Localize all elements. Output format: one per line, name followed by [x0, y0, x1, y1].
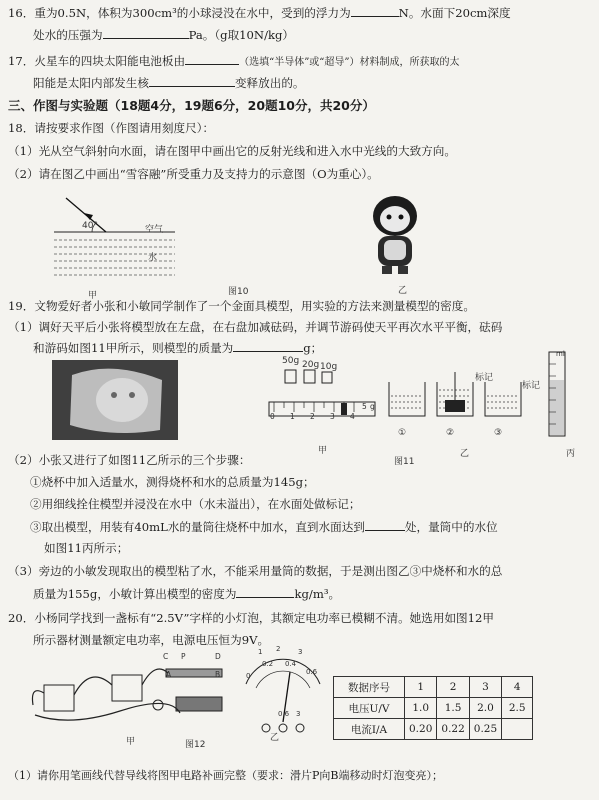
table-header: 1 [405, 677, 437, 698]
mark-label-1: 标记 [475, 373, 494, 383]
dial-0.2: 0.2 [262, 660, 274, 668]
q19-step3-line1 [30, 518, 498, 535]
label-d: D [215, 652, 221, 661]
dial-0: 0 [246, 672, 251, 680]
q20-line2: 所示器材测量额定电功率，电源电压恒为9V。 [33, 633, 270, 647]
mark-label-2: 标记 [522, 381, 541, 391]
step-circle-3: ③ [494, 428, 503, 438]
q16-blank-2[interactable] [103, 26, 189, 39]
q16-line1 [8, 4, 511, 21]
q19-blank-density[interactable] [236, 585, 294, 598]
scale-unit: g [370, 402, 375, 411]
q18-title: 18．请按要求作图（作图请用刻度尺）： [8, 121, 215, 135]
q19-p3b-text: 质量为155g，小敏计算出模型的密度为 [33, 587, 237, 601]
q17-line1 [8, 52, 460, 71]
dial-2: 2 [276, 645, 281, 653]
q17-blank-1[interactable] [185, 52, 239, 65]
table-cell: 2.0 [469, 698, 501, 719]
q16-text-b: N。水面下20cm深度 [398, 6, 511, 20]
table-cell: 0.25 [469, 719, 501, 740]
fig12-circuit [30, 655, 235, 730]
q19-p3c-text: kg/m³。 [294, 587, 341, 601]
table-row [334, 698, 533, 719]
ammeter-icon [112, 675, 142, 701]
terminal-icon [296, 724, 304, 732]
q17-text-a: 17．火星车的四块太阳能电池板由 [8, 54, 186, 68]
fig12-caption: 图12 [185, 740, 206, 750]
q19-step3-line2: 如图11丙所示； [44, 541, 129, 555]
q16-text-d: Pa。（g取10N/kg） [188, 28, 295, 42]
q19-blank-mark[interactable] [365, 518, 405, 531]
table-cell: 0.22 [437, 719, 469, 740]
table-header: 数据序号 [334, 677, 405, 698]
table-header: 4 [502, 677, 533, 698]
weight-50g: 50g [282, 356, 300, 366]
table-cell: 1.0 [405, 698, 437, 719]
scale-0: 0 [270, 412, 275, 421]
table-cell-empty[interactable] [502, 719, 533, 740]
q16-line2 [33, 26, 294, 43]
step-circle-1: ① [398, 428, 407, 438]
dial-0.6: 0.6 [306, 668, 318, 676]
q19-step1: ①烧杯中加入适量水，测得烧杯和水的总质量为145g； [30, 475, 315, 489]
bulb-icon [153, 700, 163, 710]
mask-model-photo [52, 360, 178, 440]
scale-4: 4 [350, 412, 355, 421]
fig11-bing: 丙 [566, 449, 576, 459]
q19-p1b-text: 和游码如图11甲所示，则模型的质量为 [33, 341, 234, 355]
fig12-yi: 乙 [270, 733, 280, 743]
rheostat-icon [166, 669, 222, 677]
q18-part1: （1）光从空气斜射向水面，请在图甲中画出它的反射光线和进入水中光线的大致方向。 [8, 144, 456, 158]
q17-blank-2[interactable] [149, 74, 235, 87]
terminal-icon [262, 724, 270, 732]
fig10-angle: 40° [82, 221, 98, 231]
weight-10g: 10g [320, 362, 338, 372]
fig10-light-refraction [50, 190, 180, 285]
table-cell: 0.20 [405, 719, 437, 740]
table-cell: 2.5 [502, 698, 533, 719]
label-a: A [166, 670, 172, 679]
q19-s3b-text: 处，量筒中的水位 [404, 520, 498, 534]
submerged-model-icon [445, 400, 465, 412]
q19-s3a-text: ③取出模型，用装有40mL水的量筒往烧杯中加水，直到水面达到 [30, 520, 365, 534]
term-0.6: 0.6 [278, 710, 290, 718]
q19-part3a: （3）旁边的小敏发现取出的模型粘了水，不能采用量筒的数据，于是测出图乙③中烧杯和水的总 [8, 564, 503, 578]
graduated-cylinder [546, 350, 568, 442]
beakers-figure [385, 366, 530, 426]
dial-3: 3 [298, 648, 303, 656]
q20-line1: 20．小杨同学找到一盏标有“2.5V”字样的小灯泡，其额定电功率已模糊不清。她选用如图12甲 [8, 611, 494, 625]
step-circle-2: ② [446, 428, 455, 438]
scale-1: 1 [290, 412, 295, 421]
fig11-caption: 图11 [394, 457, 415, 467]
q18-part2: （2）请在图乙中画出“雪容融”所受重力及支持力的示意图（O为重心）。 [8, 167, 379, 181]
fig12-jia: 甲 [126, 737, 136, 747]
table-cell: 电流I/A [334, 719, 405, 740]
q17-text-c: 阳能是太阳内部发生核 [33, 76, 149, 90]
q19-p1c-text: g； [303, 341, 323, 355]
q19-part3b [33, 585, 340, 602]
rider-icon [341, 403, 347, 415]
battery-icon [176, 697, 222, 711]
term-3: 3 [296, 710, 301, 718]
q19-title: 19．文物爱好者小张和小敏同学制作了一个金面具模型，用实验的方法来测量模型的密度。 [8, 299, 475, 313]
q16-text-c: 处水的压强为 [33, 28, 103, 42]
q19-part1a: （1）调好天平后小张将模型放在左盘，在右盘加减砝码，并调节游码使天平再次水平平衡，砝码 [8, 320, 503, 334]
fig10-yi: 乙 [398, 286, 408, 296]
label-c: C [163, 652, 169, 661]
fig10-jia: 甲 [88, 291, 98, 301]
q16-text-a: 16．重为0.5N，体积为300cm³的小球浸没在水中，受到的浮力为 [8, 6, 351, 20]
q20-data-table [333, 676, 533, 740]
table-header-row [334, 677, 533, 698]
fig10-caption: 图10 [228, 287, 249, 297]
table-header: 2 [437, 677, 469, 698]
q20-part1: （1）请你用笔画线代替导线将图甲电路补画完整（要求：滑片P向B端移动时灯泡变亮）； [8, 769, 443, 782]
weight-20g: 20g [302, 360, 320, 370]
q17-line2 [33, 74, 305, 91]
dial-0.4: 0.4 [285, 660, 297, 668]
table-cell: 电压U/V [334, 698, 405, 719]
table-cell: 1.5 [437, 698, 469, 719]
q17-text-d: 变释放出的。 [234, 76, 305, 90]
q19-part2: （2）小张又进行了如图11乙所示的三个步骤： [8, 453, 251, 467]
cylinder-unit: ml [556, 350, 565, 358]
scale-2: 2 [310, 412, 315, 421]
q16-blank-1[interactable] [351, 4, 399, 17]
q19-part1b [33, 339, 322, 356]
fig12-ammeter-dial [238, 650, 328, 742]
fig10-water-label: 水 [148, 253, 158, 263]
table-row [334, 719, 533, 740]
label-p: P [181, 652, 186, 661]
voltmeter-icon [44, 685, 74, 711]
q17-text-b: （选填“半导体”或“超导”）材料制成，所获取的太 [239, 57, 460, 68]
label-b: B [215, 670, 221, 679]
q19-blank-mass[interactable] [233, 339, 303, 352]
snow-mascot-image [360, 192, 430, 282]
terminal-icon [279, 724, 287, 732]
q19-step2: ②用细线拴住模型并浸没在水中（水未溢出），在水面处做标记； [30, 497, 361, 511]
section-3-heading: 三、作图与实验题（18题4分，19题6分，20题10分，共20分） [8, 98, 375, 113]
fig11-jia: 甲 [318, 446, 328, 456]
fig10-air-label: 空气 [145, 225, 164, 235]
dial-1: 1 [258, 648, 263, 656]
scale-5: 5 [362, 402, 367, 411]
fig11-yi: 乙 [460, 449, 470, 459]
table-header: 3 [469, 677, 501, 698]
scale-3: 3 [330, 412, 335, 421]
